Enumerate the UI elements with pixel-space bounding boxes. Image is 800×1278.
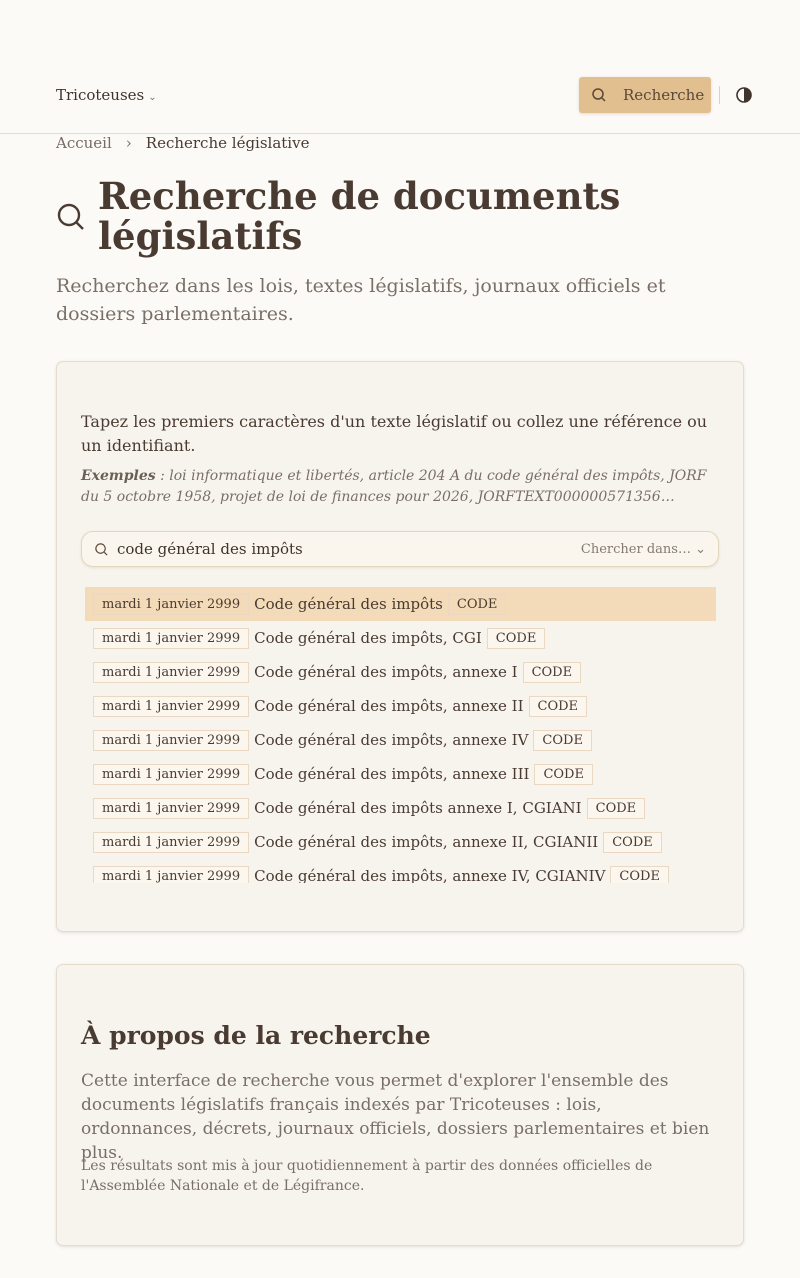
result-item[interactable] — [85, 655, 716, 689]
search-input-value[interactable]: code général des impôts — [117, 540, 303, 558]
result-date: mardi 1 janvier 2999 — [93, 662, 249, 683]
result-item[interactable] — [85, 859, 716, 883]
page-title: Recherche de documents législatifs — [98, 174, 621, 258]
search-instructions: Tapez les premiers caractères d'un texte législatif ou collez une référence ou un identifiant. — [81, 412, 708, 455]
result-type-badge: CODE — [587, 798, 646, 819]
result-item[interactable] — [85, 587, 716, 621]
about-title: À propos de la recherche — [81, 1021, 431, 1050]
result-type-badge: CODE — [487, 628, 546, 649]
breadcrumb-current: Recherche législative — [145, 134, 310, 152]
result-date: mardi 1 janvier 2999 — [93, 832, 249, 853]
result-type-badge: CODE — [529, 696, 588, 717]
theme-toggle-icon[interactable] — [735, 86, 753, 104]
result-title: Code général des impôts, annexe IV — [254, 731, 529, 749]
result-date: mardi 1 janvier 2999 — [93, 798, 249, 819]
about-card — [56, 964, 744, 1246]
about-text: Cette interface de recherche vous permet d'explorer l'ensemble des documents législatifs français indexés par Tricoteuses : lois, ordonnances, décrets, journaux officiels, dossiers parlementaires et bien plus. — [81, 1071, 710, 1163]
search-icon — [57, 203, 85, 231]
result-title: Code général des impôts, annexe III — [254, 765, 530, 783]
result-item[interactable] — [85, 723, 716, 757]
result-date: mardi 1 janvier 2999 — [93, 866, 249, 884]
result-type-badge: CODE — [533, 730, 592, 751]
results-list — [85, 587, 716, 883]
result-title: Code général des impôts, annexe II — [254, 697, 524, 715]
scope-select-label: Chercher dans… — [580, 541, 691, 557]
result-item[interactable] — [85, 757, 716, 791]
result-type-badge: CODE — [534, 764, 593, 785]
breadcrumb — [56, 134, 309, 152]
result-item[interactable] — [85, 791, 716, 825]
result-type-badge: CODE — [610, 866, 669, 884]
result-date: mardi 1 janvier 2999 — [93, 730, 249, 751]
result-item[interactable] — [85, 689, 716, 723]
result-type-badge: CODE — [523, 662, 582, 683]
breadcrumb-home-link[interactable]: Accueil — [56, 134, 112, 152]
result-item[interactable] — [85, 621, 716, 655]
search-card — [56, 361, 744, 932]
chevron-right-icon: › — [125, 134, 132, 152]
chevron-down-icon: ⌄ — [148, 92, 157, 103]
result-date: mardi 1 janvier 2999 — [93, 594, 249, 615]
search-input[interactable] — [81, 531, 719, 567]
brand-label: Tricoteuses — [56, 86, 145, 104]
brand-menu[interactable] — [56, 86, 157, 104]
result-date: mardi 1 janvier 2999 — [93, 696, 249, 717]
about-note: Les résultats sont mis à jour quotidiennement à partir des données officielles de l'Assemblée Nationale et de Légifrance. — [81, 1158, 653, 1194]
result-date: mardi 1 janvier 2999 — [93, 764, 249, 785]
chevron-down-icon: ⌄ — [695, 541, 706, 557]
divider — [719, 86, 720, 104]
result-title: Code général des impôts, CGI — [254, 629, 482, 647]
search-button[interactable] — [579, 77, 711, 113]
result-title: Code général des impôts annexe I, CGIANI — [254, 799, 582, 817]
result-date: mardi 1 janvier 2999 — [93, 628, 249, 649]
page-subtitle: Recherchez dans les lois, textes législatifs, journaux officiels et dossiers parlementaires. — [56, 275, 666, 325]
examples-label: Exemples — [81, 468, 156, 484]
scope-select[interactable] — [581, 542, 706, 557]
result-item[interactable] — [85, 825, 716, 859]
search-examples — [81, 466, 721, 508]
result-type-badge: CODE — [603, 832, 662, 853]
result-type-badge: CODE — [448, 594, 507, 615]
result-title: Code général des impôts, annexe II, CGIANII — [254, 833, 599, 851]
result-title: Code général des impôts — [254, 595, 443, 613]
result-title: Code général des impôts, annexe I — [254, 663, 518, 681]
search-icon — [591, 87, 607, 103]
top-header — [0, 0, 800, 134]
search-button-label: Recherche — [623, 86, 705, 104]
examples-text: : loi informatique et libertés, article 204 A du code général des impôts, JORF du 5 octobre 1958, projet de loi de finances pour 2026, JORFTEXT000000571356… — [81, 468, 707, 505]
search-icon — [94, 542, 109, 557]
result-title: Code général des impôts, annexe IV, CGIANIV — [254, 867, 606, 883]
